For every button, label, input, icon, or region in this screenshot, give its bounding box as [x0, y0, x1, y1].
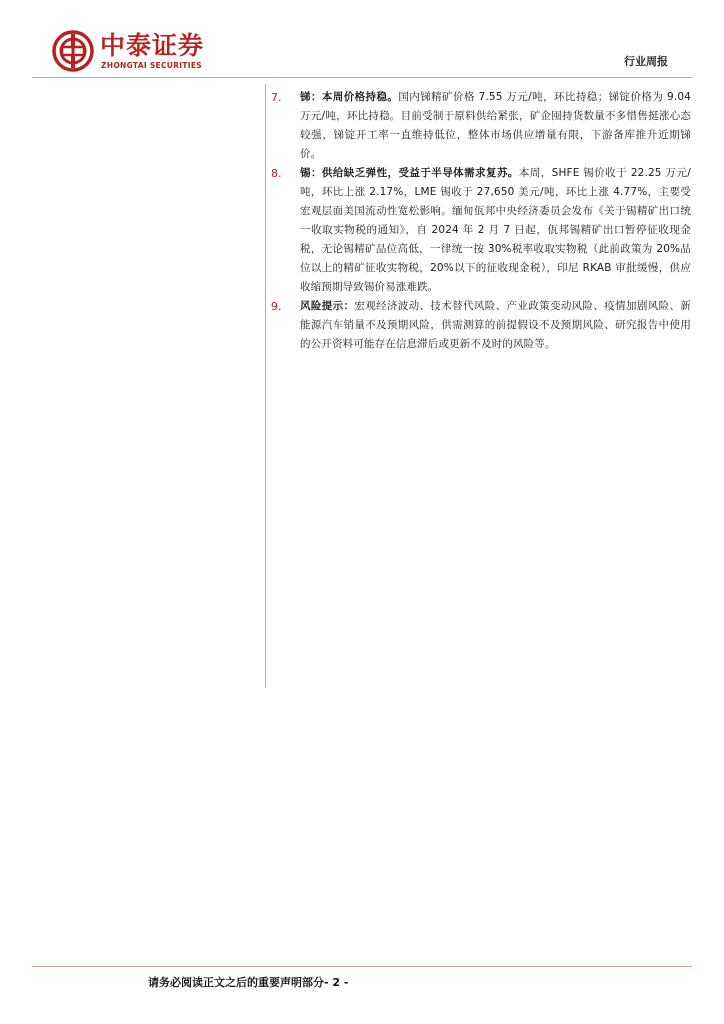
- list-item-risk: [271, 297, 691, 354]
- logo-english-name: ZHONGTAI SECURITIES: [101, 61, 202, 70]
- logo-chinese-name: 中泰证券: [100, 31, 205, 60]
- item-heading: 锑：本周价格持稳。: [300, 91, 399, 103]
- item-number: 7.: [271, 91, 282, 104]
- item-heading: 锡：供给缺乏弹性，受益于半导体需求复苏。: [300, 167, 519, 179]
- item-body: 国内锑精矿价格 7.55 万元/吨，环比持稳；锑锭价格为 9.04 万元/吨，环比持稳。目前受制于原料供给紧张，矿企囤持货数量不多惜售挺涨心态较强，锑锭开工率一直维持低位，整体市场供应增量有限，下游备库推升近期锑价。: [300, 91, 691, 160]
- item-heading: 风险提示：: [300, 300, 355, 312]
- footer-divider: [32, 966, 692, 967]
- item-text: [300, 88, 691, 164]
- list-item-tin: [271, 164, 691, 297]
- list-item-antimony: [271, 88, 691, 164]
- zhongtai-logo-icon: [52, 30, 94, 72]
- item-body: 本周，SHFE 锡价收于 22.25 万元/吨，环比上涨 2.17%，LME 锡收于 27,650 美元/吨，环比上涨 4.77%，主要受宏观层面美国流动性宽松影响。缅甸佤邦中央经济委员会发布《关于锡精矿出口统一收取实物税的通知》，自 2024 年 2 月 7 日起，佤邦锡精矿出口暂停征收现金税，无论锡精矿品位高低，一律统一按 30%税率收取实物税（此前政策为 20%品位以上的精矿征收实物税，20%以下的征收现金税），印尼 RKAB 审批缓慢，供应收缩预期导致锡价易涨难跌。: [300, 167, 691, 293]
- footer-disclaimer: 请务必阅读正文之后的重要声明部分: [148, 976, 324, 989]
- report-content: [271, 88, 691, 354]
- item-body: 宏观经济波动、技术替代风险、产业政策变动风险、疫情加剧风险、新能源汽车销量不及预期风险，供需测算的前提假设不及预期风险、研究报告中使用的公开资料可能存在信息滞后或更新不及时的风险等。: [300, 300, 692, 350]
- item-number: 8.: [271, 167, 282, 180]
- item-number: 9.: [271, 300, 282, 313]
- header-divider: [32, 77, 692, 78]
- item-text: [300, 297, 691, 354]
- page-number: - 2 -: [324, 976, 349, 989]
- report-type-label: 行业周报: [624, 55, 668, 68]
- left-margin-rule: [265, 84, 266, 688]
- item-text: [300, 164, 691, 297]
- footer: [148, 974, 348, 990]
